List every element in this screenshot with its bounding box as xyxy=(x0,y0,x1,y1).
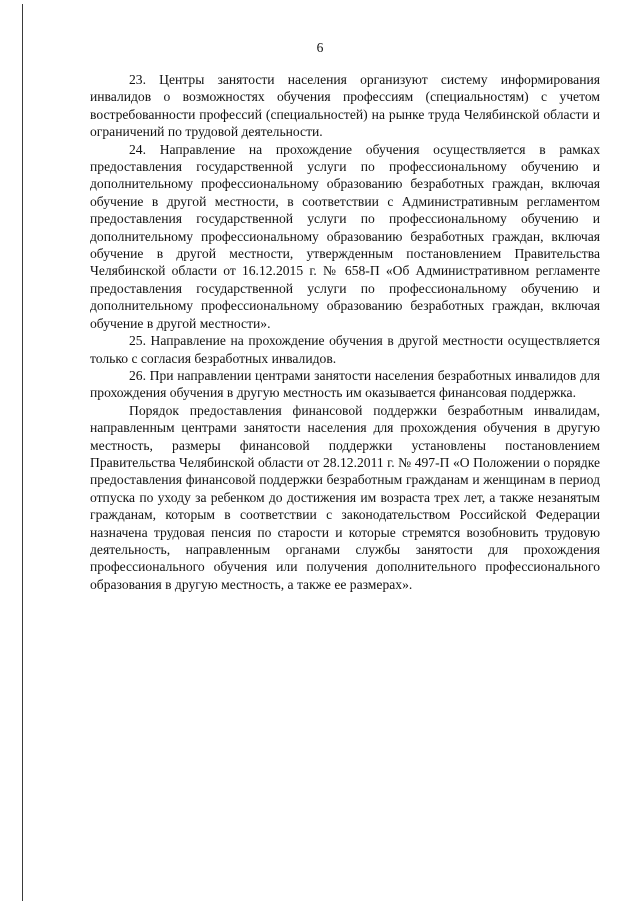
paragraph-support-procedure: Порядок предоставления финансовой поддержки безработным инвалидам, направленным центрами занятости населения для прохождения обучения в другую местность, размеры финансовой поддержки установлены постановлением Правительства Челябинской области от 28.12.2011 г. № 497-П «О Положении о порядке предоставления финансовой поддержки безработным гражданам и женщинам в период отпуска по уходу за ребенком до достижения им возраста трех лет, а также незанятым гражданам, которым в соответствии с законодательством Российской Федерации назначена трудовая пенсия по старости и которые стремятся возобновить трудовую деятельность, направленным органами службы занятости для прохождения профессионального обучения или получения дополнительного профессионального образования в другую местность, а также ее размерах». xyxy=(90,402,600,592)
paragraph-24: 24. Направление на прохождение обучения осуществляется в рамках предоставления государственной услуги по профессиональному обучению и дополнительному профессиональному образованию безработных граждан, включая обучение в другой местности, в соответствии с Административным регламентом предоставления государственной услуги по профессиональному обучению и дополнительному профессиональному образованию безработных граждан, включая обучение в другой местности, утвержденным постановлением Правительства Челябинской области от 16.12.2015 г. № 658-П «Об Административном регламенте предоставления государственной услуги по профессиональному обучению и дополнительному профессиональному образованию безработных граждан, включая обучение в другой местности». xyxy=(90,141,600,331)
paragraph-25: 25. Направление на прохождение обучения в другой местности осуществляется только с согласия безработных инвалидов. xyxy=(90,333,600,366)
page-left-edge xyxy=(22,4,23,901)
page-number: 6 xyxy=(316,40,324,55)
paragraph-23: 23. Центры занятости населения организуют систему информирования инвалидов о возможностях обучения профессиям (специальностям) с учетом востребованности профессий (специальностей) на рынке труда Челябинской области и ограничений по трудовой деятельности. xyxy=(90,72,600,140)
paragraph-26: 26. При направлении центрами занятости населения безработных инвалидов для прохождения обучения в другую местность им оказывается финансовая поддержка. xyxy=(90,367,600,401)
document-body xyxy=(90,71,600,593)
